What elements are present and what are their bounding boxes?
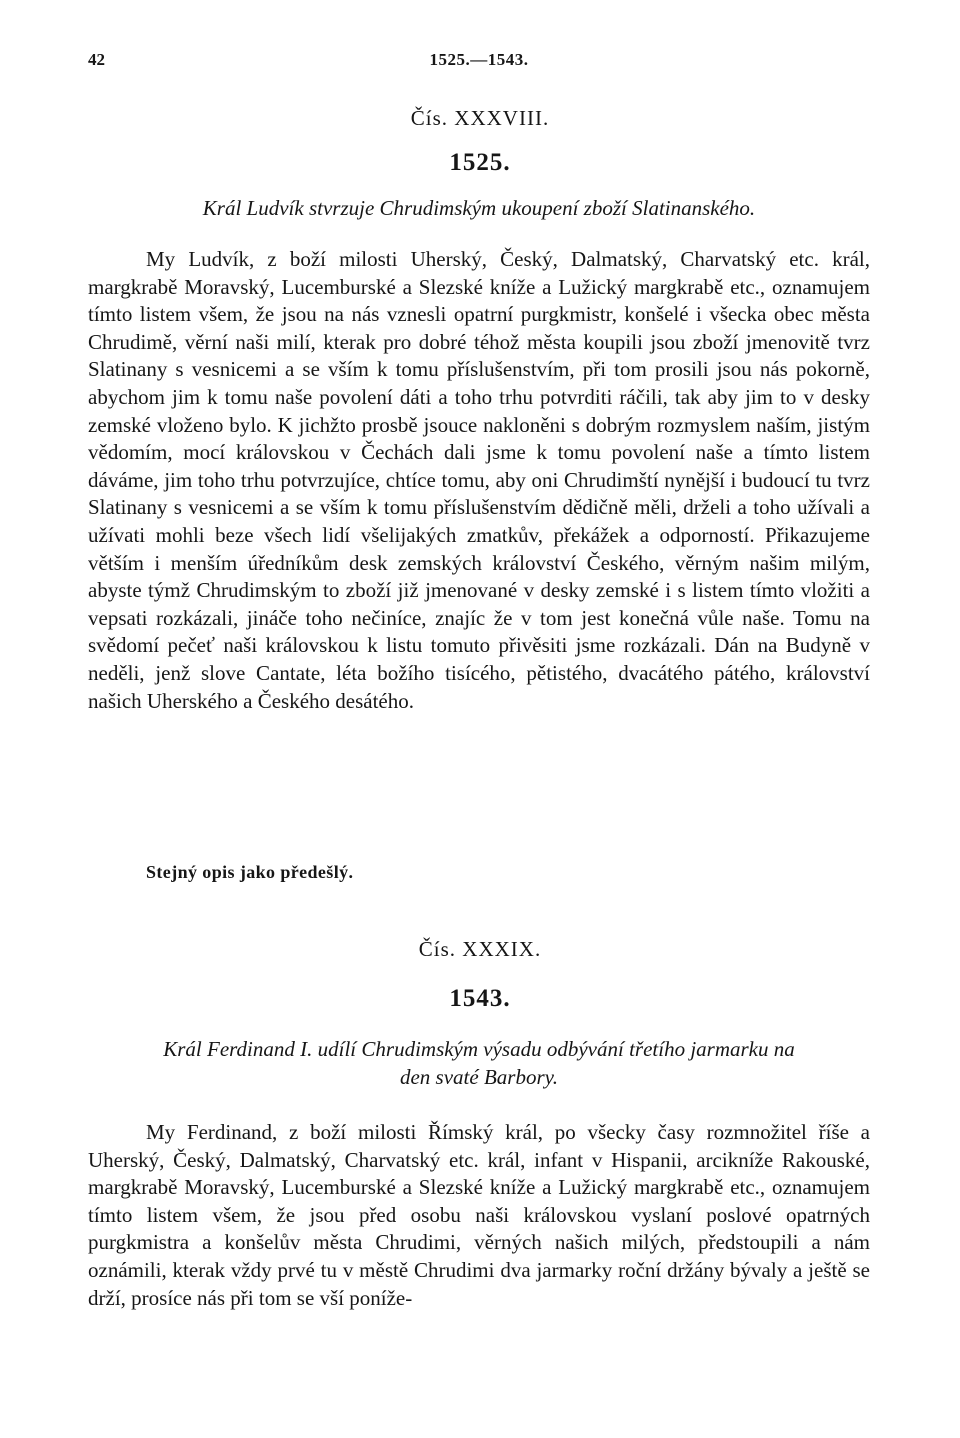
document-regest: Král Ludvík stvrzuje Chrudimským ukoupení zboží Slatinanského.	[202, 196, 756, 220]
document-year: 1543.	[449, 985, 511, 1012]
copy-note: Stejný opis jako předešlý.	[146, 862, 354, 882]
running-head: 1525.—1543.	[429, 50, 529, 69]
page-number: 42	[88, 50, 105, 69]
document-number: Čís. XXXIX.	[418, 937, 542, 961]
document-number: Čís. XXXVIII.	[410, 106, 550, 130]
regest-line: Král Ferdinand I. udílí Chrudimským výsadu odbývání třetího jarmarku na	[163, 1037, 795, 1061]
page-header	[88, 50, 870, 74]
document-year: 1525.	[449, 149, 511, 176]
document-body: My Ludvík, z boží milosti Uherský, Český, Dalmatský, Charvatský etc. král, margkrabě Moravský, Lucemburské a Slezské kníže a Lužický margkrabě etc., oznamujem tímto listem všem, že jsou na nás vznesli opatrní purgkmistr, konšelé i všecka obec města Chrudimě, věrní naši milí, kterak pro dobré téhož města koupili jsou zboží jmenovitě tvrz Slatinany s vesnicemi a se vším k tomu příslušenstvím, při tom prosili jsou nás pokorně, abychom jim k tomu naše povolení dáti a toho trhu potvrditi ráčili, tak aby jim to v desky zemské vloženo bylo. K jichžto prosbě jsouce nakloněni s dobrým rozmyslem naším, jistým vědomím, mocí královskou v Čechách dali jsme k tomu povolení naše a tímto listem dáváme, jim toho trhu potvrzujíce, chtíce tomu, aby oni Chrudimští nynější i budoucí tu tvrz Slatinany s vesnicemi a se vším k tomu příslušenstvím dědičně měli, drželi a toho užívali a užívati mohli beze všech lidí všelijakých zmatkův, překážek a odporností. Přikazujeme větším i menším úředníkům desk zemských království Českého, věrným našim milým, abyste týmž Chrudimským to zboží již jmenované v desky zemské i s listem tímto vložiti a vepsati rozkázali, jináče toho nečiníce, znajíc že v tom jest konečná vůle naše. Tomu na svědomí pečeť naši královskou k listu tomuto přivěsiti jsme rozkázali. Dán na Budyně v neděli, jenž slove Cantate, léta božího tisícého, pětistého, dvacátého pátého, království našich Uherského a Českého desátého.	[88, 247, 870, 713]
document-regest	[88, 1035, 870, 1091]
regest-line: den svaté Barbory.	[399, 1065, 559, 1089]
document-body: My Ferdinand, z boží milosti Římský král, po všecky časy rozmnožitel říše a Uherský, Český, Dalmatský, Charvatský etc. král, infant v Hispanii, arcikníže Rakouské, margkrabě Moravský, Lucemburské a Slezské kníže a Lužický margkrabě etc., oznamujem tímto listem všem, že jsou před osobu naši královskou vyslaní poslové opatrných purgkmistra a konšelův města Chrudimi, věrných našich milých, předstoupili a nám oznámili, kterak vždy prvé tu v městě Chrudimi dva jarmarky roční držány bývaly a ještě se drží, prosíce nás při tom se vší poníže-	[88, 1120, 870, 1310]
